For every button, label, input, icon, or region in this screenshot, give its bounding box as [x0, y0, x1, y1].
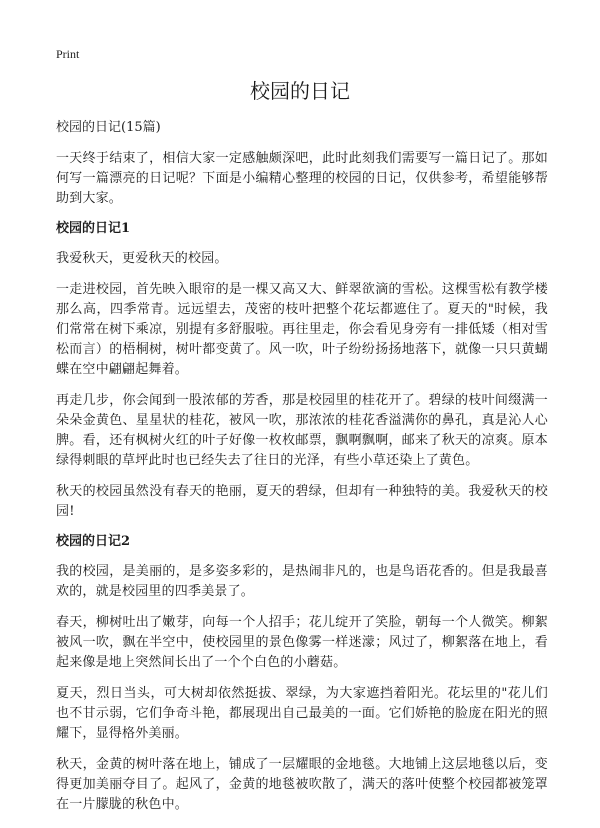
paragraph: 秋天，金黄的树叶落在地上，铺成了一层耀眼的金地毯。大地铺上这层地毯以后，变得更加美丽夺目了。起风了，金黄的地毯被吹散了，满天的落叶使整个校园都被笼罩在一片朦胧的秋色中。 — [56, 757, 548, 812]
print-link[interactable]: Print — [56, 47, 80, 61]
paragraph: 再走几步，你会闻到一股浓郁的芳香，那是校园里的桂花开了。碧绿的枝叶间缀满一朵朵金黄色、星星状的桂花，被风一吹，那浓浓的桂花香溢满你的鼻孔，真是沁人心脾。看，还有枫树火红的叶子好像一枚枚邮票，飘啊飘啊，邮来了秋天的凉爽。原本绿得刺眼的草坪此时也已经失去了往日的光泽，有些小草还染上了黄色。 — [56, 393, 548, 468]
section-heading: 校园的日记2 — [56, 534, 131, 549]
document-subtitle: 校园的日记(15篇) — [56, 120, 161, 135]
paragraph: 一走进校园，首先映入眼帘的是一棵又高又大、鲜翠欲滴的雪松。这棵雪松有教学楼那么高，四季常青。远远望去，茂密的枝叶把整个花坛都遮住了。夏天的"时候，我们常常在树下乘凉，别提有多舒服啦。再往里走，你会看见身旁有一排低矮（相对雪松而言）的梧桐树，树叶都变黄了。风一吹，叶子纷纷扬扬地落下，就像一只只黄蝴蝶在空中翩翩起舞着。 — [56, 282, 548, 377]
paragraph: 我爱秋天，更爱秋天的校园。 — [56, 251, 228, 266]
paragraph: 春天，柳树吐出了嫩芽，向每一个人招手；花儿绽开了笑脸，朝每一个人微笑。柳絮被风一吹，飘在半空中，使校园里的景色像雾一样迷濛；风过了，柳絮落在地上，看起来像是地上突然间长出了一个个白色的小蘑菇。 — [56, 615, 548, 670]
section-heading: 校园的日记1 — [56, 221, 131, 236]
intro-paragraph: 一天终于结束了，相信大家一定感触颇深吧，此时此刻我们需要写一篇日记了。那如何写一篇漂亮的日记呢？下面是小编精心整理的校园的日记，仅供参考，希望能够帮助到大家。 — [56, 151, 548, 206]
paragraph: 夏天，烈日当头，可大树却依然挺拔、翠绿，为大家遮挡着阳光。花坛里的"花儿们也不甘示弱，它们争奇斗艳，都展现出自己最美的一面。它们娇艳的脸庞在阳光的照耀下，显得格外美丽。 — [56, 686, 548, 741]
paragraph: 秋天的校园虽然没有春天的艳丽，夏天的碧绿，但却有一种独特的美。我爱秋天的校园! — [56, 484, 548, 519]
document-body — [56, 119, 548, 826]
paragraph: 我的校园，是美丽的，是多姿多彩的，是热闹非凡的，也是鸟语花香的。但是我最喜欢的，就是校园里的四季美景了。 — [56, 564, 548, 599]
page-title: 校园的日记 — [250, 79, 350, 103]
